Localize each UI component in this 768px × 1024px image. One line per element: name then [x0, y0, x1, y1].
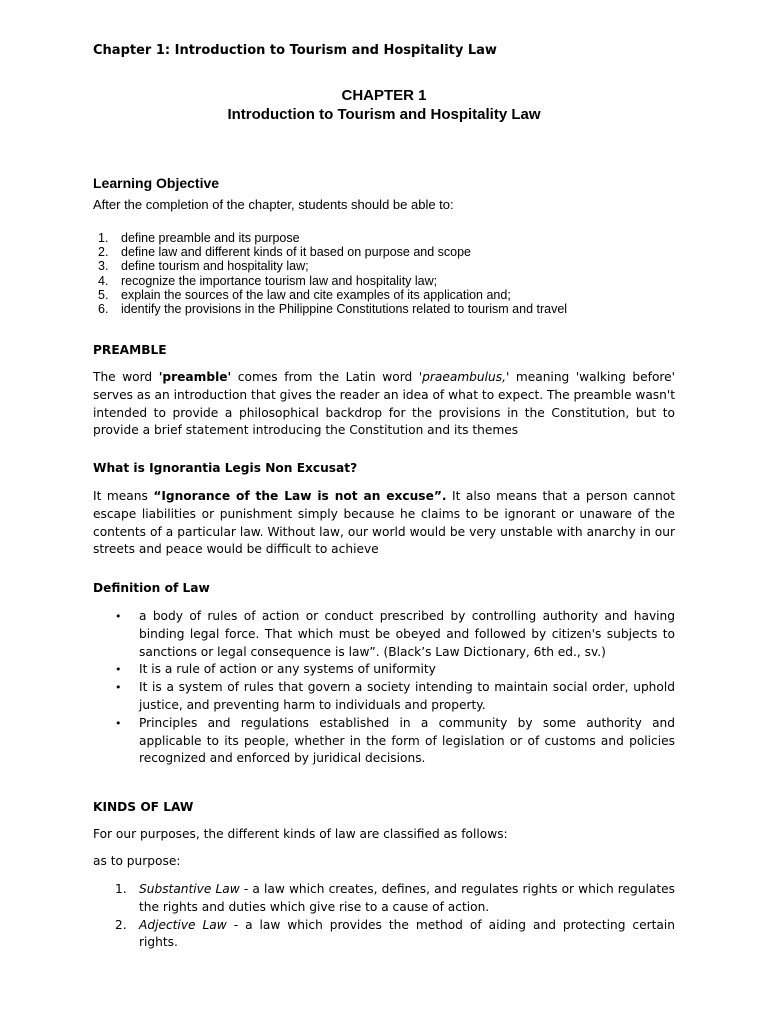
list-item: • Principles and regulations established in a community by some authority and applicable to its people, whether in the form of legislation or of customs and policies recognized and enforced by juridical decisions. — [115, 715, 675, 766]
list-item: • It is a rule of action or any systems of uniformity — [115, 662, 436, 677]
chapter-number: CHAPTER 1 — [341, 87, 427, 104]
ignorantia-heading: What is Ignorantia Legis Non Excusat? — [93, 461, 358, 475]
list-item: 2. Adjective Law - a law which provides the method of aiding and protecting certain rights. — [115, 917, 675, 950]
preamble-heading: PREAMBLE — [93, 343, 167, 357]
list-item: 5. explain the sources of the law and cite examples of its application and; — [98, 287, 511, 302]
running-header: Chapter 1: Introduction to Tourism and Hospitality Law — [93, 43, 497, 58]
objectives-list — [93, 231, 567, 316]
kinds-heading: KINDS OF LAW — [93, 800, 194, 814]
list-item: 1. Substantive Law - a law which creates, defines, and regulates rights or which regulates the rights and duties which give rise to a cause of action. — [115, 882, 675, 914]
preamble-paragraph: The word 'preamble' comes from the Latin word 'praeambulus,' meaning 'walking before' serves as an introduction that gives the reader an idea of what to expect. The preamble wasn't intended to provide a philosophical backdrop for the provisions in the Constitution, but to provide a brief statement introducing the Constitution and its themes — [93, 370, 675, 438]
definition-list — [93, 608, 675, 768]
list-item: 1. define preamble and its purpose — [98, 231, 300, 245]
learning-objective-intro: After the completion of the chapter, students should be able to: — [93, 197, 454, 212]
ignorantia-paragraph: It means “Ignorance of the Law is not an excuse”. It also means that a person cannot escape liabilities or punishment simply because he claims to be ignorant or unaware of the contents of a particular law. Without law, our world would be very unstable with anarchy in our streets and peace would be difficult to achieve — [93, 489, 675, 557]
definition-heading: Definition of Law — [93, 581, 210, 595]
list-item: • It is a system of rules that govern a society intending to maintain social order, uphold justice, and preventing harm to individuals and property. — [115, 680, 675, 712]
kinds-list — [93, 881, 675, 952]
kinds-intro: For our purposes, the different kinds of law are classified as follows: — [93, 827, 508, 841]
chapter-name: Introduction to Tourism and Hospitality Law — [227, 106, 541, 123]
chapter-title — [93, 86, 675, 124]
kinds-subhead: as to purpose: — [93, 854, 181, 868]
learning-objective-heading: Learning Objective — [93, 175, 220, 191]
list-item: 3. define tourism and hospitality law; — [98, 259, 309, 274]
list-item: • a body of rules of action or conduct prescribed by controlling authority and having binding legal force. That which must be obeyed and followed by citizen's subjects to sanctions or legal consequence is law”. (Black’s Law Dictionary, 6th ed., sv.) — [115, 609, 675, 659]
list-item: 4. recognize the importance tourism law and hospitality law; — [98, 273, 438, 288]
list-item: 6. identify the provisions in the Philippine Constitutions related to tourism and travel — [98, 302, 568, 317]
list-item: 2. define law and different kinds of it based on purpose and scope — [98, 245, 472, 260]
